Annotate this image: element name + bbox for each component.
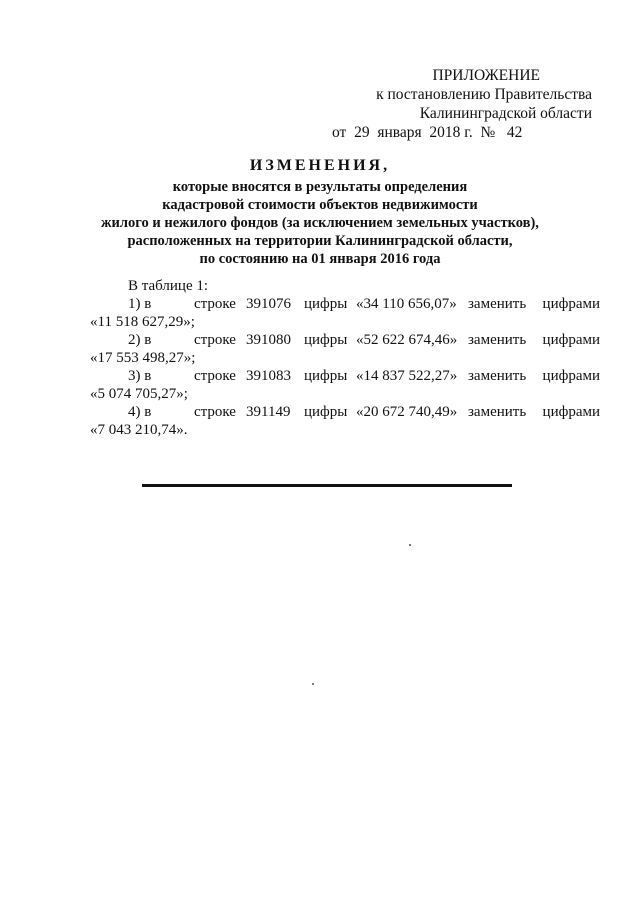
item-new-value: «11 518 627,29»;	[90, 314, 195, 330]
item-old-value: «14 837 522,27»	[356, 368, 458, 384]
item-number: 3) в	[128, 368, 152, 384]
item-word-row: строке	[194, 296, 236, 312]
item-new-value: «17 553 498,27»;	[90, 350, 196, 366]
item-number: 1) в	[128, 296, 152, 312]
scan-speck	[409, 544, 411, 546]
item-word-digits: цифры	[304, 296, 348, 312]
item-old-value: «34 110 656,07»	[356, 296, 457, 312]
appendix-line-2: Калининградской области	[419, 105, 592, 122]
item-word-digits-2: цифрами	[542, 332, 600, 348]
item-row-code: 391076	[246, 296, 291, 312]
item-new-value: «7 043 210,74».	[90, 422, 188, 438]
document-heading	[0, 156, 640, 268]
item-old-value: «20 672 740,49»	[356, 404, 458, 420]
closing-rule	[142, 484, 512, 487]
item-word-replace: заменить	[468, 332, 527, 348]
item-word-row: строке	[194, 404, 236, 420]
item-row-code: 391080	[246, 332, 291, 348]
appendix-date: от 29 января 2018 г. № 42	[332, 124, 523, 141]
changes-list	[90, 277, 600, 439]
heading-title: ИЗМЕНЕНИЯ,	[249, 157, 391, 174]
scan-speck	[312, 683, 314, 685]
item-word-replace: заменить	[468, 296, 527, 312]
item-word-digits-2: цифрами	[542, 296, 600, 312]
heading-line: жилого и нежилого фондов (за исключением земельных участков),	[101, 215, 539, 231]
list-item	[90, 295, 600, 331]
item-word-digits-2: цифрами	[542, 404, 600, 420]
heading-line: по состоянию на 01 января 2016 года	[199, 251, 441, 267]
item-number: 4) в	[128, 404, 152, 420]
item-word-row: строке	[194, 332, 236, 348]
item-word-replace: заменить	[468, 368, 527, 384]
item-word-digits: цифры	[304, 332, 348, 348]
item-number: 2) в	[128, 332, 152, 348]
item-word-row: строке	[194, 368, 236, 384]
heading-line: которые вносятся в результаты определения	[172, 179, 468, 195]
appendix-line-1: к постановлению Правительства	[376, 86, 592, 103]
appendix-title: ПРИЛОЖЕНИЕ	[432, 67, 540, 84]
changes-intro: В таблице 1:	[128, 278, 209, 294]
list-item	[90, 403, 600, 439]
list-item	[90, 331, 600, 367]
heading-line: расположенных на территории Калининградской области,	[127, 233, 513, 249]
item-row-code: 391149	[246, 404, 291, 420]
item-old-value: «52 622 674,46»	[356, 332, 458, 348]
item-new-value: «5 074 705,27»;	[90, 386, 188, 402]
item-word-digits: цифры	[304, 368, 348, 384]
appendix-block	[332, 66, 592, 142]
item-row-code: 391083	[246, 368, 291, 384]
item-word-replace: заменить	[468, 404, 527, 420]
list-item	[90, 367, 600, 403]
heading-line: кадастровой стоимости объектов недвижимости	[162, 197, 478, 213]
item-word-digits-2: цифрами	[542, 368, 600, 384]
item-word-digits: цифры	[304, 404, 348, 420]
